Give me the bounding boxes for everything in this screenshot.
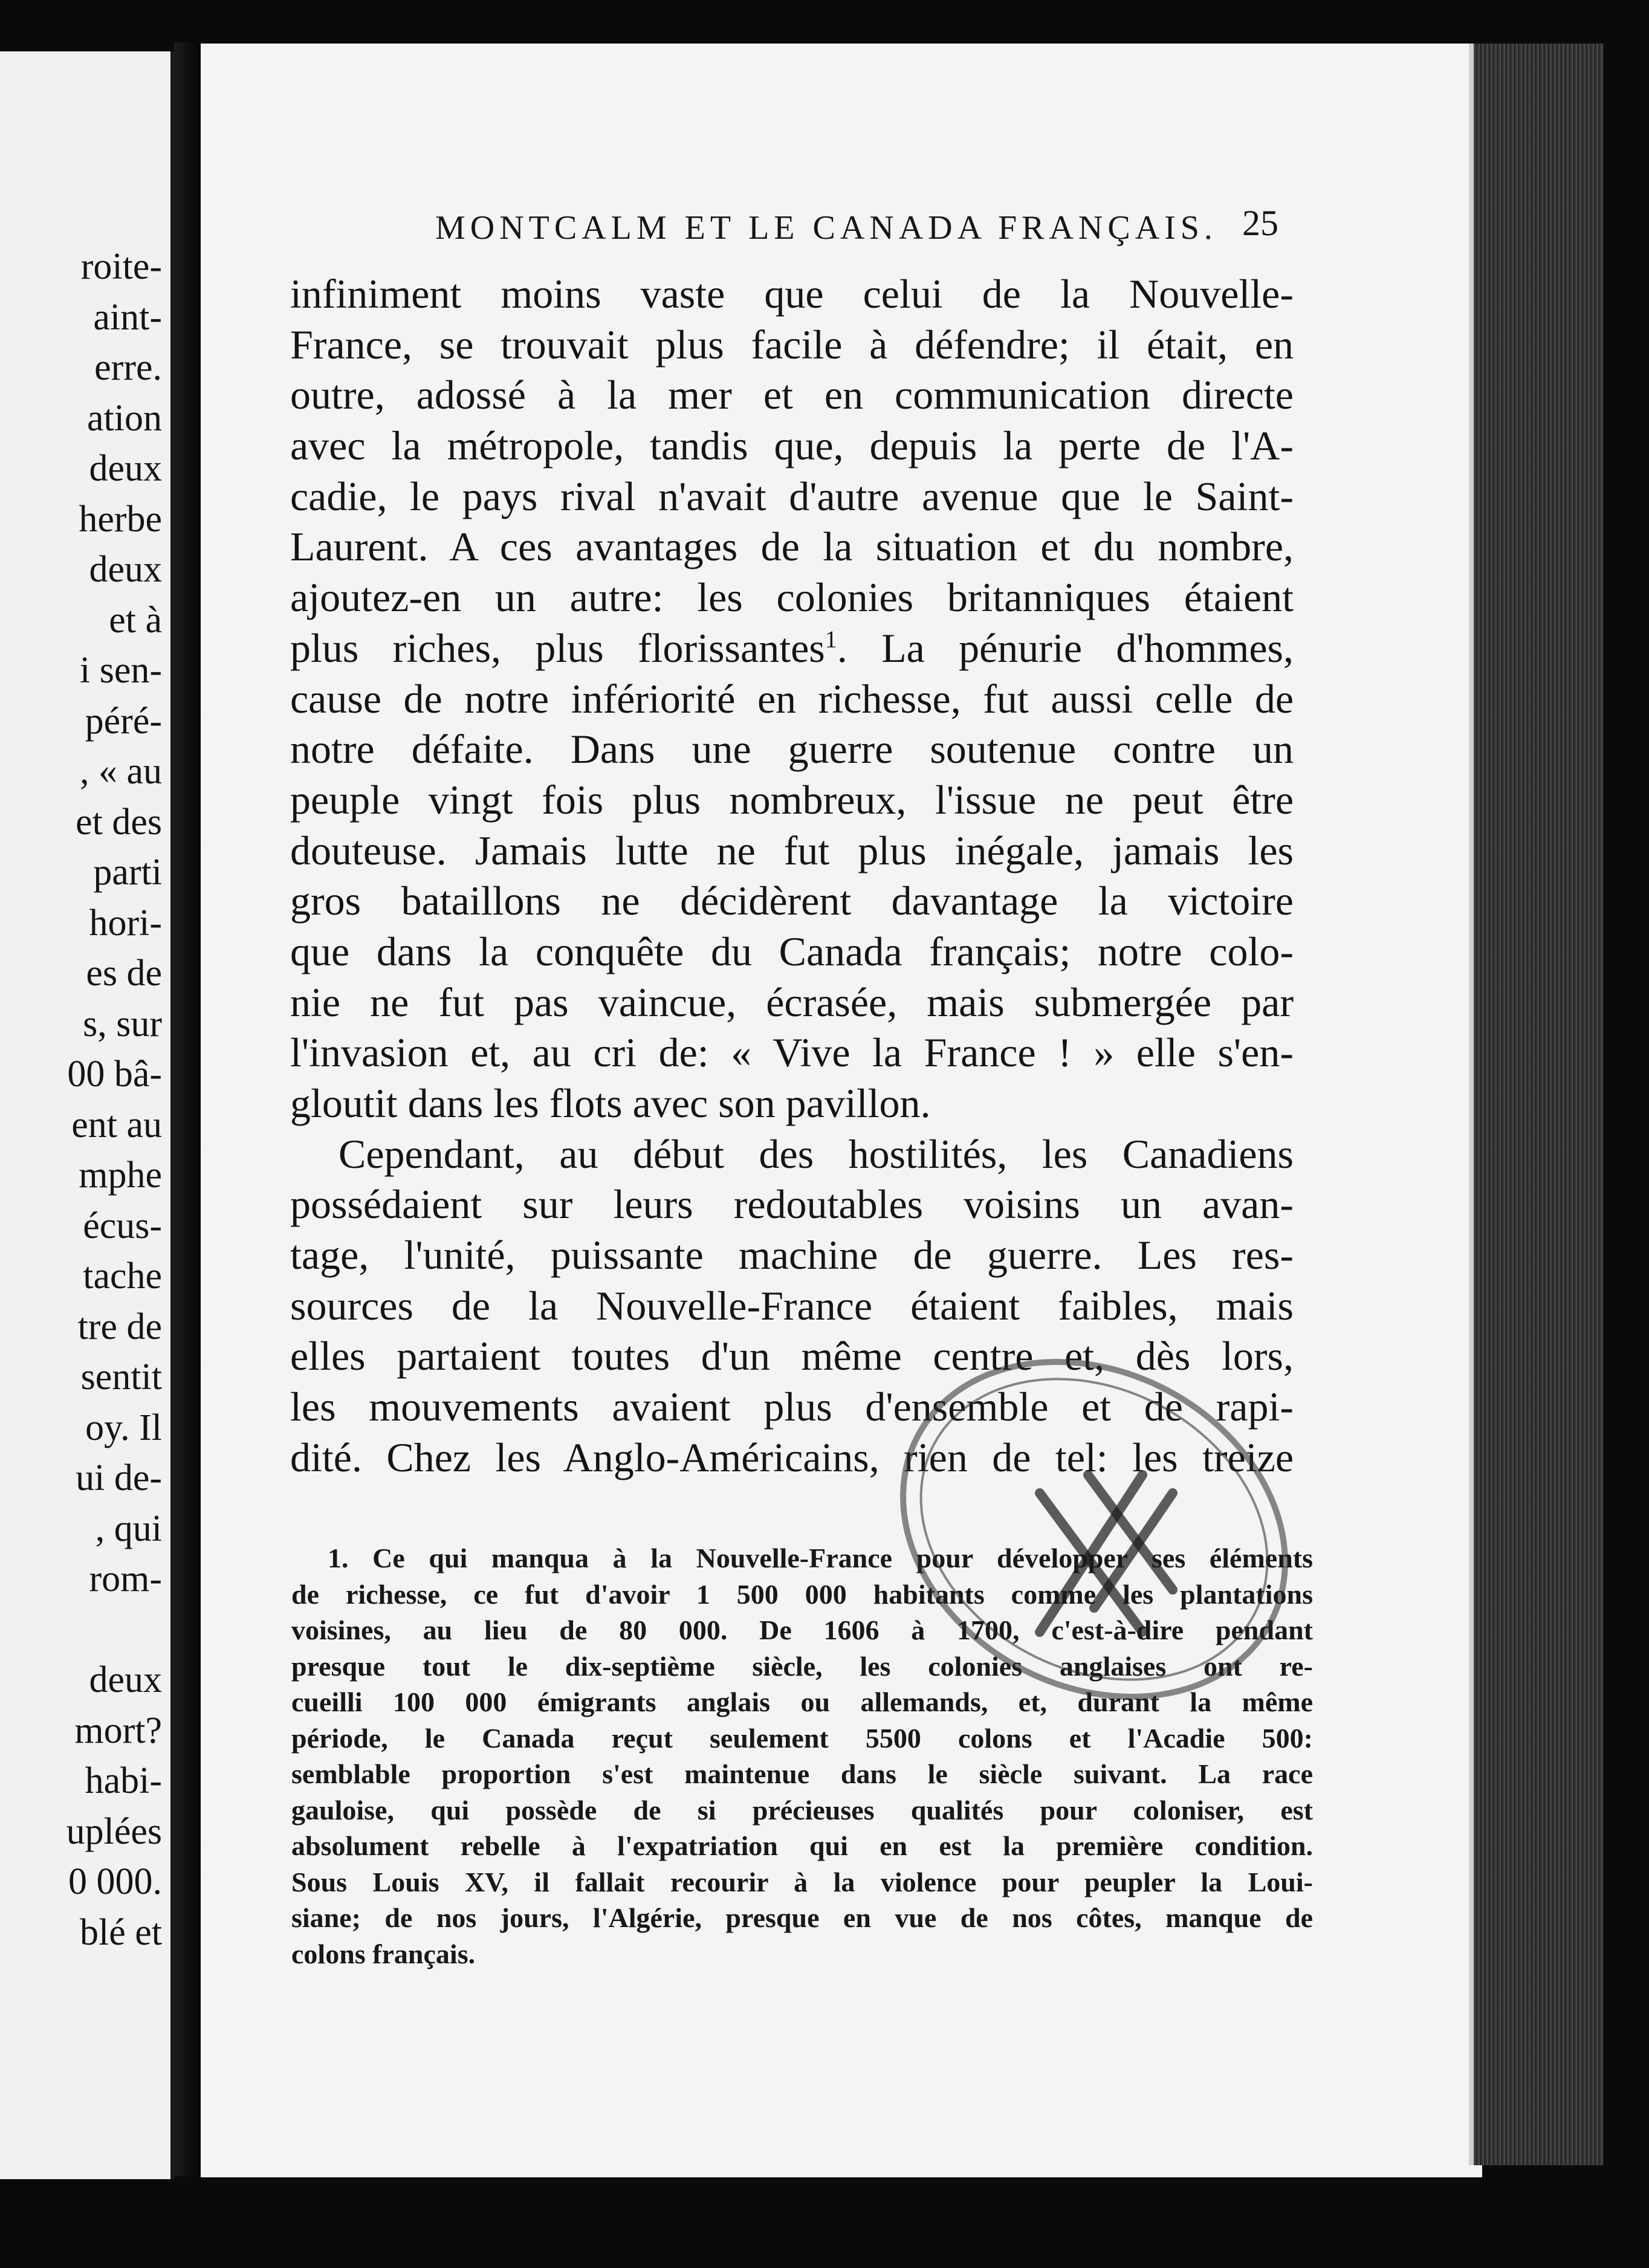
left-page-line: , qui bbox=[95, 1508, 162, 1549]
body-line: l'invasion et, au cri de: « Vive la France ! » elle s'en- bbox=[290, 1029, 1294, 1076]
book-gutter bbox=[174, 42, 201, 2176]
left-page-line: péré- bbox=[85, 700, 162, 742]
left-page-line: ui de- bbox=[76, 1457, 162, 1498]
body-line: tage, l'unité, puissante machine de guerre. Les res- bbox=[290, 1232, 1294, 1278]
left-page-line: roite- bbox=[80, 246, 162, 287]
footnote-line: presque tout le dix-septième siècle, les colonies anglaises ont re- bbox=[291, 1650, 1313, 1682]
book-edge bbox=[1474, 44, 1604, 2165]
body-line: nie ne fut pas vaincue, écrasée, mais submergée par bbox=[290, 979, 1294, 1025]
body-line-with-footnote bbox=[290, 623, 1294, 674]
body-line: cause de notre infériorité en richesse, fut aussi celle de bbox=[290, 675, 1294, 722]
body-line: Laurent. A ces avantages de la situation et du nombre, bbox=[290, 523, 1294, 570]
left-page-line: mort? bbox=[74, 1709, 162, 1751]
footnote-line: siane; de nos jours, l'Algérie, presque en vue de nos côtes, manque de bbox=[291, 1902, 1313, 1933]
left-page-line: deux bbox=[89, 448, 162, 489]
body-line: les mouvements avaient plus d'ensemble et de rapi- bbox=[290, 1384, 1294, 1430]
left-page-line: blé et bbox=[80, 1911, 162, 1953]
footnote-line: Sous Louis XV, il fallait recourir à la violence pour peupler la Loui- bbox=[291, 1866, 1313, 1897]
body-line-text: plus riches, plus florissantes bbox=[290, 624, 825, 671]
body-line: douteuse. Jamais lutte ne fut plus inégale, jamais les bbox=[290, 827, 1294, 873]
left-page-line: herbe bbox=[79, 498, 162, 540]
left-page-line: es de bbox=[86, 953, 162, 994]
footnote-line: de richesse, ce fut d'avoir 1 500 000 habitants comme les plantations bbox=[291, 1578, 1313, 1610]
body-line: cadie, le pays rival n'avait d'autre avenue que le Saint- bbox=[290, 473, 1294, 519]
left-page-line: i sen- bbox=[79, 650, 162, 691]
left-page-fragment bbox=[0, 51, 174, 2179]
body-line-text-tail: . La pénurie d'hommes, bbox=[837, 624, 1294, 671]
body-line: ajoutez-en un autre: les colonies britanniques étaient bbox=[290, 574, 1294, 621]
body-line: infiniment moins vaste que celui de la Nouvelle- bbox=[290, 271, 1294, 317]
left-page-line: et à bbox=[109, 599, 162, 641]
body-line: outre, adossé à la mer et en communication directe bbox=[290, 372, 1294, 418]
left-page-line: 0 000. bbox=[68, 1861, 162, 1902]
footnote-line: colons français. bbox=[291, 1938, 476, 1969]
left-page-line: deux bbox=[89, 1659, 162, 1700]
left-page-line: ation bbox=[87, 397, 162, 439]
left-page-line: ent au bbox=[71, 1104, 162, 1145]
left-page-line: hori- bbox=[89, 902, 162, 944]
left-page-line: sentit bbox=[80, 1356, 162, 1398]
body-line: gloutit dans les flots avec son pavillon. bbox=[290, 1080, 931, 1126]
body-text bbox=[290, 269, 1294, 1483]
footnote bbox=[291, 1540, 1313, 1972]
body-line: Cependant, au début des hostilités, les Canadiens bbox=[339, 1130, 1294, 1177]
left-page-line: parti bbox=[93, 852, 162, 893]
left-page-line: et des bbox=[76, 801, 162, 843]
body-line: peuple vingt fois plus nombreux, l'issue ne peut être bbox=[290, 776, 1294, 823]
left-page-line: rom- bbox=[89, 1558, 162, 1599]
running-head: MONTCALM ET LE CANADA FRANÇAIS. bbox=[435, 209, 1217, 247]
left-page-line: uplées bbox=[66, 1810, 162, 1852]
body-line: elles partaient toutes d'un même centre et, dès lors, bbox=[290, 1333, 1294, 1379]
body-line: que dans la conquête du Canada français; notre colo- bbox=[290, 928, 1294, 974]
body-line: France, se trouvait plus facile à défendre; il était, en bbox=[290, 321, 1294, 368]
body-line: avec la métropole, tandis que, depuis la perte de l'A- bbox=[290, 423, 1294, 469]
footnote-line: absolument rebelle à l'expatriation qui en est la première condition. bbox=[291, 1830, 1313, 1861]
left-page-line: écus- bbox=[83, 1205, 162, 1246]
left-page-line: habi- bbox=[85, 1760, 162, 1801]
left-page-line: tache bbox=[83, 1256, 162, 1297]
left-page-line: tre de bbox=[77, 1306, 162, 1347]
left-page-line: s, sur bbox=[83, 1003, 162, 1045]
footnote-line: 1. Ce qui manqua à la Nouvelle-France pour développer ses éléments bbox=[328, 1543, 1313, 1573]
left-page-line: erre. bbox=[94, 347, 162, 388]
footnote-line: cueilli 100 000 émigrants anglais ou allemands, et, durant la même bbox=[291, 1686, 1313, 1717]
left-page-line: aint- bbox=[93, 296, 162, 338]
left-page-line: oy. Il bbox=[85, 1407, 162, 1448]
body-line: notre défaite. Dans une guerre soutenue contre un bbox=[290, 726, 1294, 773]
left-page-line: deux bbox=[89, 549, 162, 590]
footnote-reference: 1 bbox=[824, 625, 837, 653]
footnote-line: période, le Canada reçut seulement 5500 colons et l'Acadie 500: bbox=[291, 1722, 1313, 1754]
footnote-line: gauloise, qui possède de si précieuses qualités pour coloniser, est bbox=[291, 1794, 1313, 1826]
left-page-line: , « au bbox=[79, 751, 162, 792]
body-line: possédaient sur leurs redoutables voisins un avan- bbox=[290, 1181, 1294, 1228]
footnote-line: voisines, au lieu de 80 000. De 1606 à 1700, c'est-à-dire pendant bbox=[291, 1615, 1313, 1645]
body-line: sources de la Nouvelle-France étaient faibles, mais bbox=[290, 1282, 1294, 1329]
left-page-line: 00 bâ- bbox=[67, 1054, 162, 1095]
body-line: gros bataillons ne décidèrent davantage la victoire bbox=[290, 878, 1294, 924]
left-page-line: mphe bbox=[79, 1155, 162, 1196]
body-line: dité. Chez les Anglo-Américains, rien de tel: les treize bbox=[290, 1434, 1294, 1480]
page-number: 25 bbox=[1242, 203, 1278, 243]
footnote-line: semblable proportion s'est maintenue dans le siècle suivant. La race bbox=[291, 1758, 1313, 1789]
